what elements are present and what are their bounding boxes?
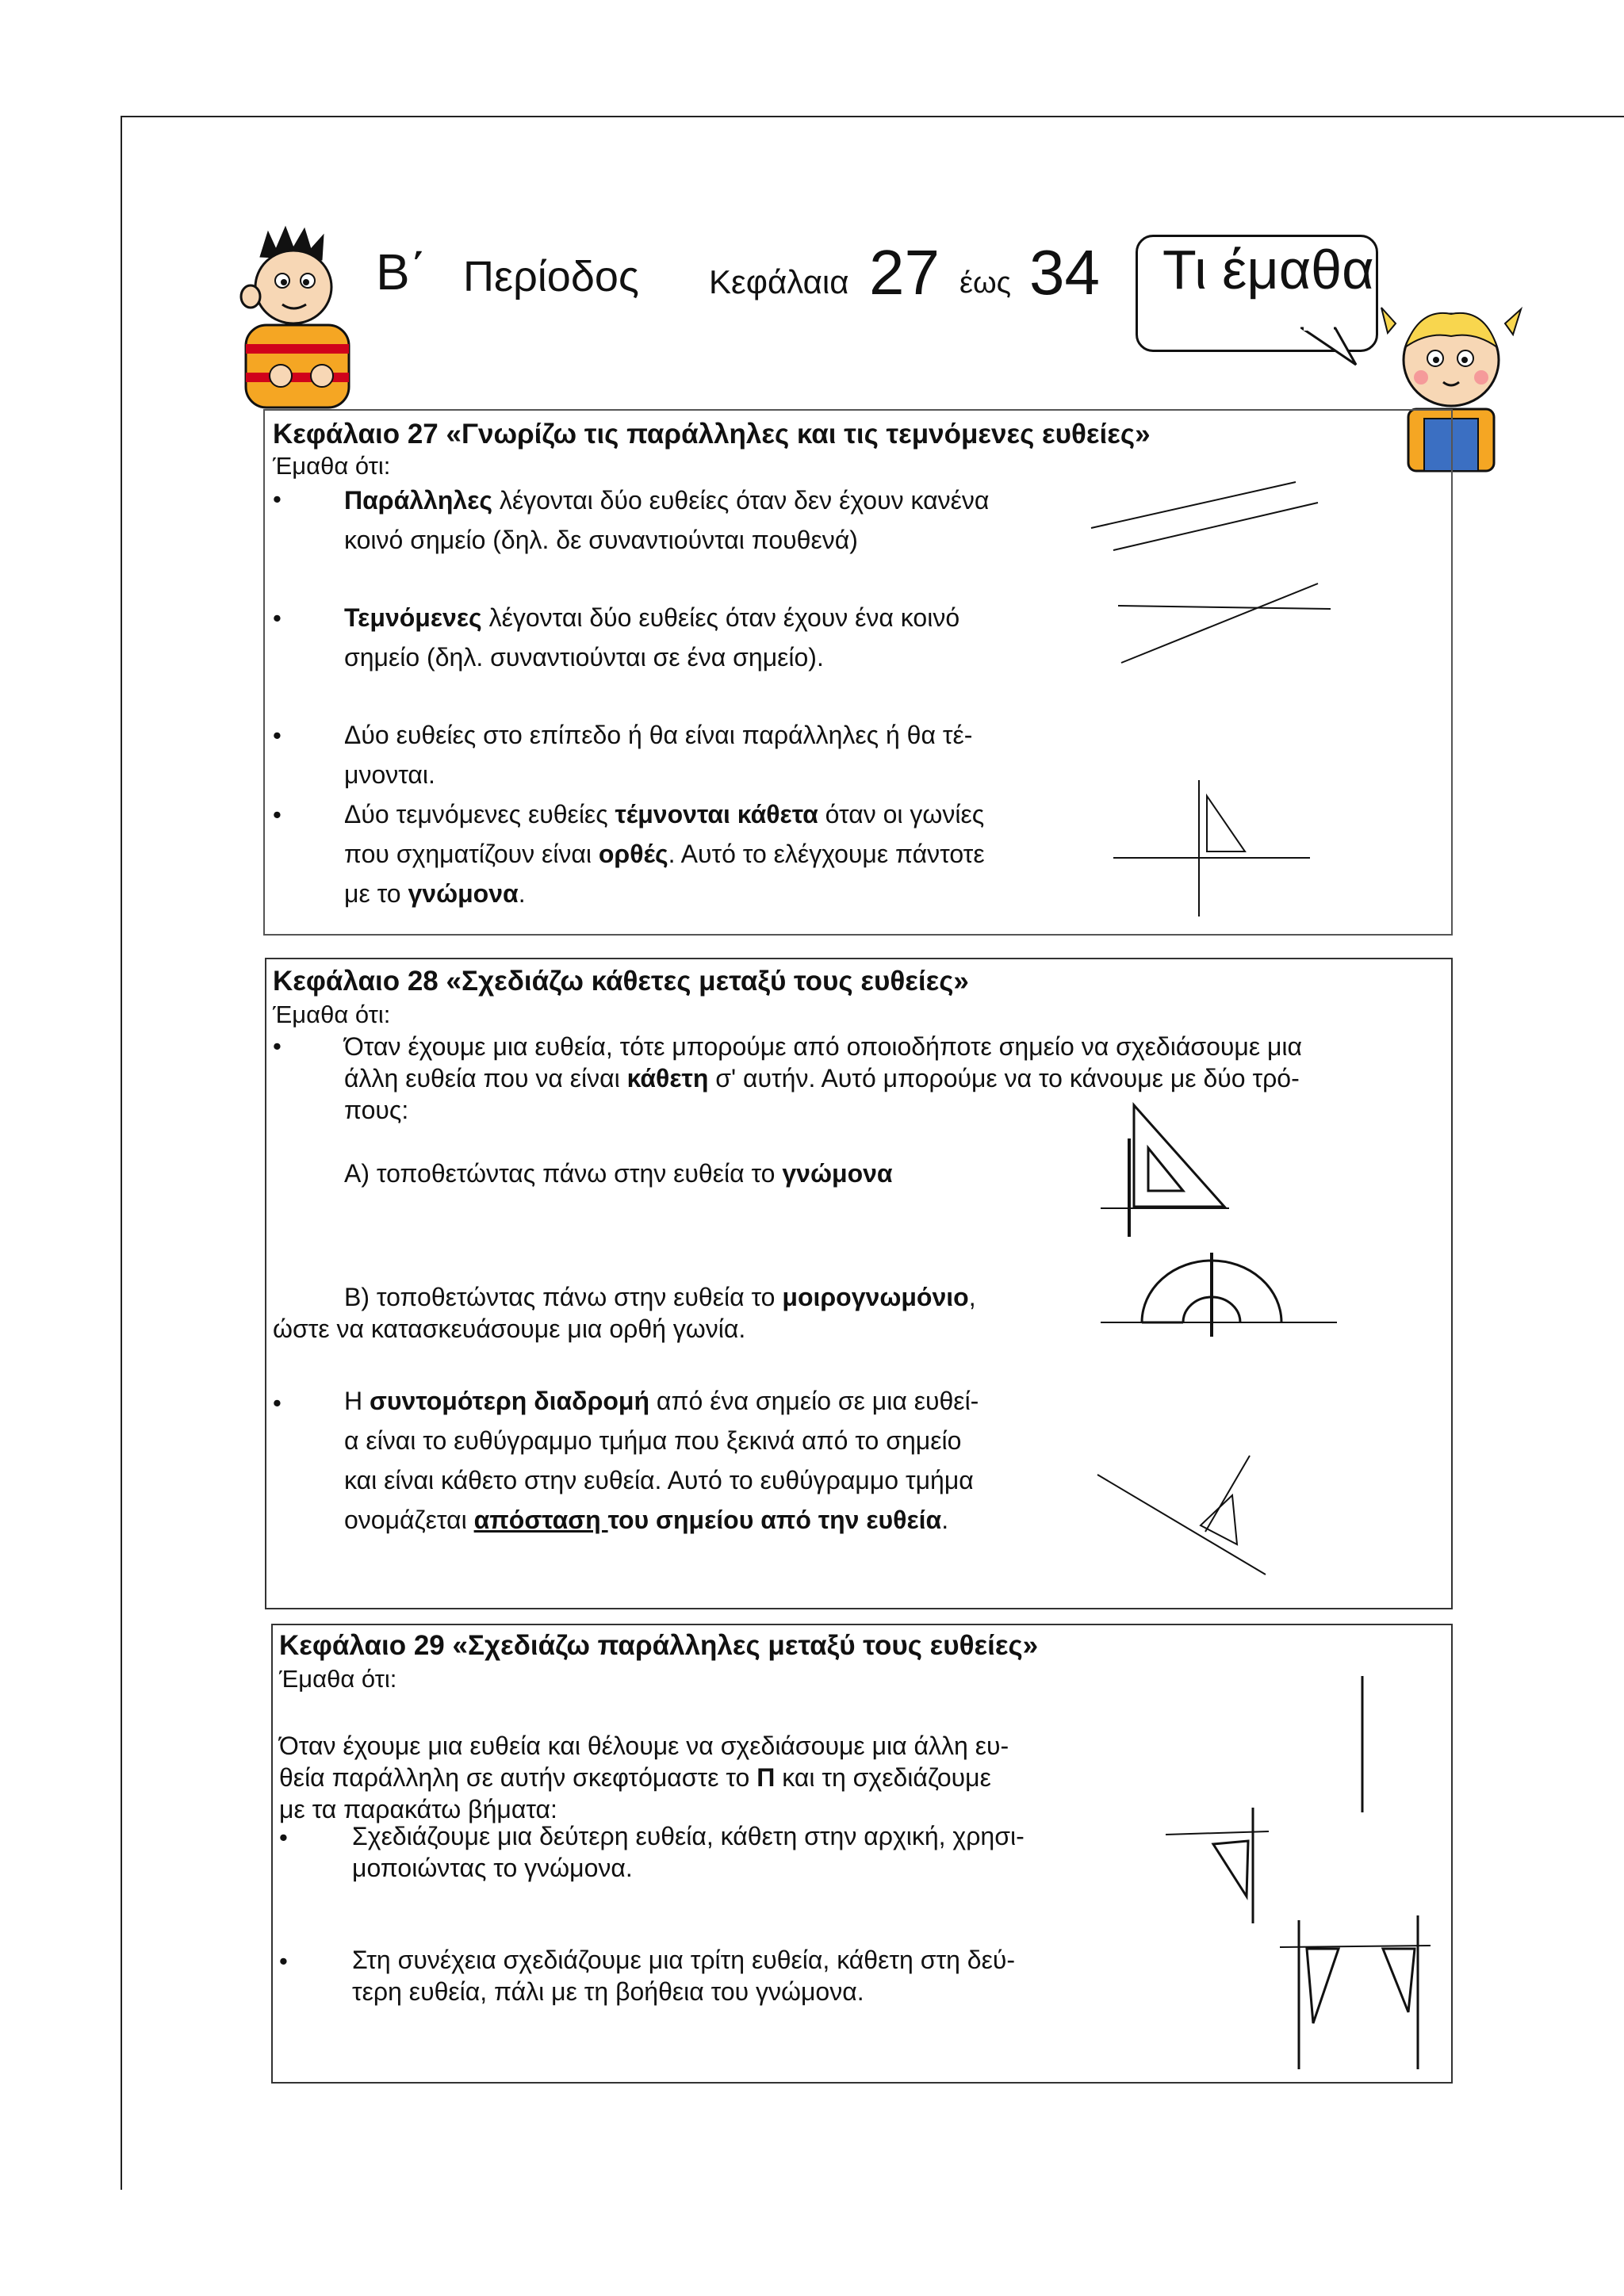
- ch28-b1-line2b: σ' αυτήν. Αυτό μπορούμε να το κάνουμε με δύο τρό-: [708, 1064, 1300, 1093]
- ch28-b1-line3: πους:: [344, 1096, 409, 1124]
- ch28-a-text: Α) τοποθετώντας πάνω στην ευθεία το: [344, 1159, 783, 1188]
- chapters-to-number: 34: [1029, 237, 1100, 308]
- parallel-lines-figure: [1086, 473, 1324, 560]
- ch27-b2-bold: Τεμνόμενες: [344, 603, 482, 632]
- protractor-on-line-figure: [1097, 1249, 1343, 1341]
- ch28-b2-bold2: του σημείου από την ευθεία: [607, 1506, 942, 1534]
- ch27-bullet-2: [344, 598, 1058, 677]
- ch29-intro: [279, 1730, 1136, 1825]
- parallel-construction-figure: [1161, 1673, 1446, 2077]
- ch28-option-a: [344, 1158, 1058, 1189]
- ch29-b1-line1: Σχεδιάζουμε μια δεύτερη ευθεία, κάθετη στην αρχική, χρησι-: [352, 1822, 1025, 1850]
- ch27-b4-c: που σχηματίζουν είναι: [344, 840, 599, 868]
- ch29-p-line1: Όταν έχουμε μια ευθεία και θέλουμε να σχεδιάσουμε μια άλλη ευ-: [279, 1732, 1009, 1760]
- chapters-word: Κεφάλαια: [709, 263, 849, 300]
- page-frame-left: [121, 116, 122, 2190]
- set-square-on-line-figure: [1097, 1099, 1240, 1238]
- distance-point-line-figure: [1094, 1451, 1269, 1578]
- ch29-p-bold: Π: [756, 1763, 776, 1792]
- ch28-a-bold: γνώμονα: [782, 1159, 893, 1188]
- ch28-b-text: Β) τοποθετώντας πάνω στην ευθεία το: [344, 1283, 783, 1311]
- speech-bubble-tail: [1300, 325, 1364, 373]
- bullet: •: [273, 721, 282, 749]
- ch27-b1-rest: λέγονται δύο ευθείες όταν δεν έχουν κανένα: [492, 486, 990, 515]
- period-word: Περίοδος: [463, 253, 639, 300]
- ch29-p-line2a: θεία παράλληλη σε αυτήν σκεφτόμαστε το: [279, 1763, 757, 1792]
- ch28-b1-bold: κάθετη: [626, 1064, 709, 1093]
- bullet: •: [273, 1389, 282, 1417]
- ch27-b3-line2: μνονται.: [344, 760, 435, 789]
- ch28-b2-line2: α είναι το ευθύγραμμο τμήμα που ξεκινά από το σημείο: [344, 1426, 962, 1455]
- ch27-b4-bold: τέμνονται κάθετα: [615, 800, 818, 828]
- ch27-b1-bold: Παράλληλες: [344, 486, 493, 515]
- until-word: έως: [959, 266, 1011, 300]
- chapter-29-learned: Έμαθα ότι:: [279, 1665, 397, 1693]
- bullet: •: [273, 801, 282, 828]
- ch28-b2-a: Η: [344, 1387, 370, 1415]
- ch29-bullet-2: [352, 1944, 1145, 2007]
- ch29-b2-line1: Στη συνέχεια σχεδιάζουμε μια τρίτη ευθεία, κάθετη στη δεύ-: [352, 1946, 1015, 1974]
- period-label: Β΄: [376, 243, 427, 300]
- ch27-b1-line2: κοινό σημείο (δηλ. δε συναντιούνται πουθενά): [344, 526, 858, 554]
- ch29-p-line2b: και τη σχεδιάζουμε: [775, 1763, 991, 1792]
- ch27-b4-d: . Αυτό το ελέγχουμε πάντοτε: [668, 840, 985, 868]
- ch27-b4-bold3: γνώμονα: [408, 879, 519, 908]
- bullet: •: [279, 1947, 288, 1975]
- ch28-b1-line1: Όταν έχουμε μια ευθεία, τότε μπορούμε από οποιοδήποτε σημείο να σχεδιάσουμε μια: [344, 1032, 1303, 1061]
- ch27-b4-bold2: ορθές: [598, 840, 668, 868]
- ch28-b2-end: .: [941, 1506, 949, 1534]
- ch28-b2-line4a: ονομάζεται: [344, 1506, 474, 1534]
- ch28-b-line2: ώστε να κατασκευάσουμε μια ορθή γωνία.: [273, 1314, 746, 1343]
- ch27-b2-line2: σημείο (δηλ. συναντιούνται σε ένα σημείο).: [344, 643, 824, 672]
- chapter-27-title: Κεφάλαιο 27 «Γνωρίζω τις παράλληλες και τις τεμνόμενες ευθείες»: [273, 419, 1151, 450]
- ch28-b-end: ,: [968, 1283, 976, 1311]
- bullet: •: [273, 604, 282, 632]
- ch29-b1-line2: μοποιώντας το γνώμονα.: [352, 1854, 633, 1882]
- ch29-b2-line2: τερη ευθεία, πάλι με τη βοήθεια του γνώμονα.: [352, 1977, 864, 2006]
- ch28-bullet-1: [344, 1031, 1446, 1126]
- chapters-from-number: 27: [869, 237, 940, 308]
- ch27-b4-a: Δύο τεμνόμενες ευθείες: [344, 800, 615, 828]
- ch28-b2-bold: συντομότερη διαδρομή: [370, 1387, 650, 1415]
- ch27-bullet-1: [344, 480, 1058, 560]
- ch28-b-bold: μοιρογνωμόνιο: [782, 1283, 969, 1311]
- chapter-27-learned: Έμαθα ότι:: [273, 452, 391, 480]
- speech-bubble-text: Τι έμαθα: [1162, 239, 1374, 300]
- bullet: •: [273, 485, 282, 513]
- ch28-bullet-2: [344, 1381, 1058, 1540]
- ch28-b2-b: από ένα σημείο σε μια ευθεί-: [649, 1387, 979, 1415]
- ch27-bullet-3: [344, 715, 1058, 794]
- ch27-b4-f: .: [518, 879, 526, 908]
- ch28-b2-underline: απόσταση: [473, 1506, 608, 1534]
- ch27-b4-b: όταν οι γωνίες: [818, 800, 985, 828]
- chapter-28-title: Κεφάλαιο 28 «Σχεδιάζω κάθετες μεταξύ τους ευθείες»: [273, 966, 969, 997]
- ch27-bullet-4: [344, 794, 1058, 913]
- ch27-b4-e: με το: [344, 879, 408, 908]
- perpendicular-lines-set-square-figure: [1110, 777, 1316, 920]
- ch28-b1-line2a: άλλη ευθεία που να είναι: [344, 1064, 627, 1093]
- intersecting-lines-figure: [1115, 576, 1337, 671]
- bullet: •: [279, 1823, 288, 1851]
- ch29-p-line3: με τα παρακάτω βήματα:: [279, 1795, 557, 1823]
- bullet: •: [273, 1032, 282, 1060]
- ch28-b2-line3: και είναι κάθετο στην ευθεία. Αυτό το ευθύγραμμο τμήμα: [344, 1466, 974, 1494]
- chapter-29-title: Κεφάλαιο 29 «Σχεδιάζω παράλληλες μεταξύ τους ευθείες»: [279, 1630, 1039, 1661]
- ch27-b3-line1: Δύο ευθείες στο επίπεδο ή θα είναι παράλληλες ή θα τέ-: [344, 721, 973, 749]
- chapter-28-learned: Έμαθα ότι:: [273, 1001, 391, 1028]
- boy-illustration: [230, 225, 373, 412]
- ch29-bullet-1: [352, 1820, 1145, 1884]
- ch28-option-b: [273, 1281, 1066, 1345]
- page-frame-top: [121, 116, 1624, 117]
- ch27-b2-rest: λέγονται δύο ευθείες όταν έχουν ένα κοινό: [481, 603, 960, 632]
